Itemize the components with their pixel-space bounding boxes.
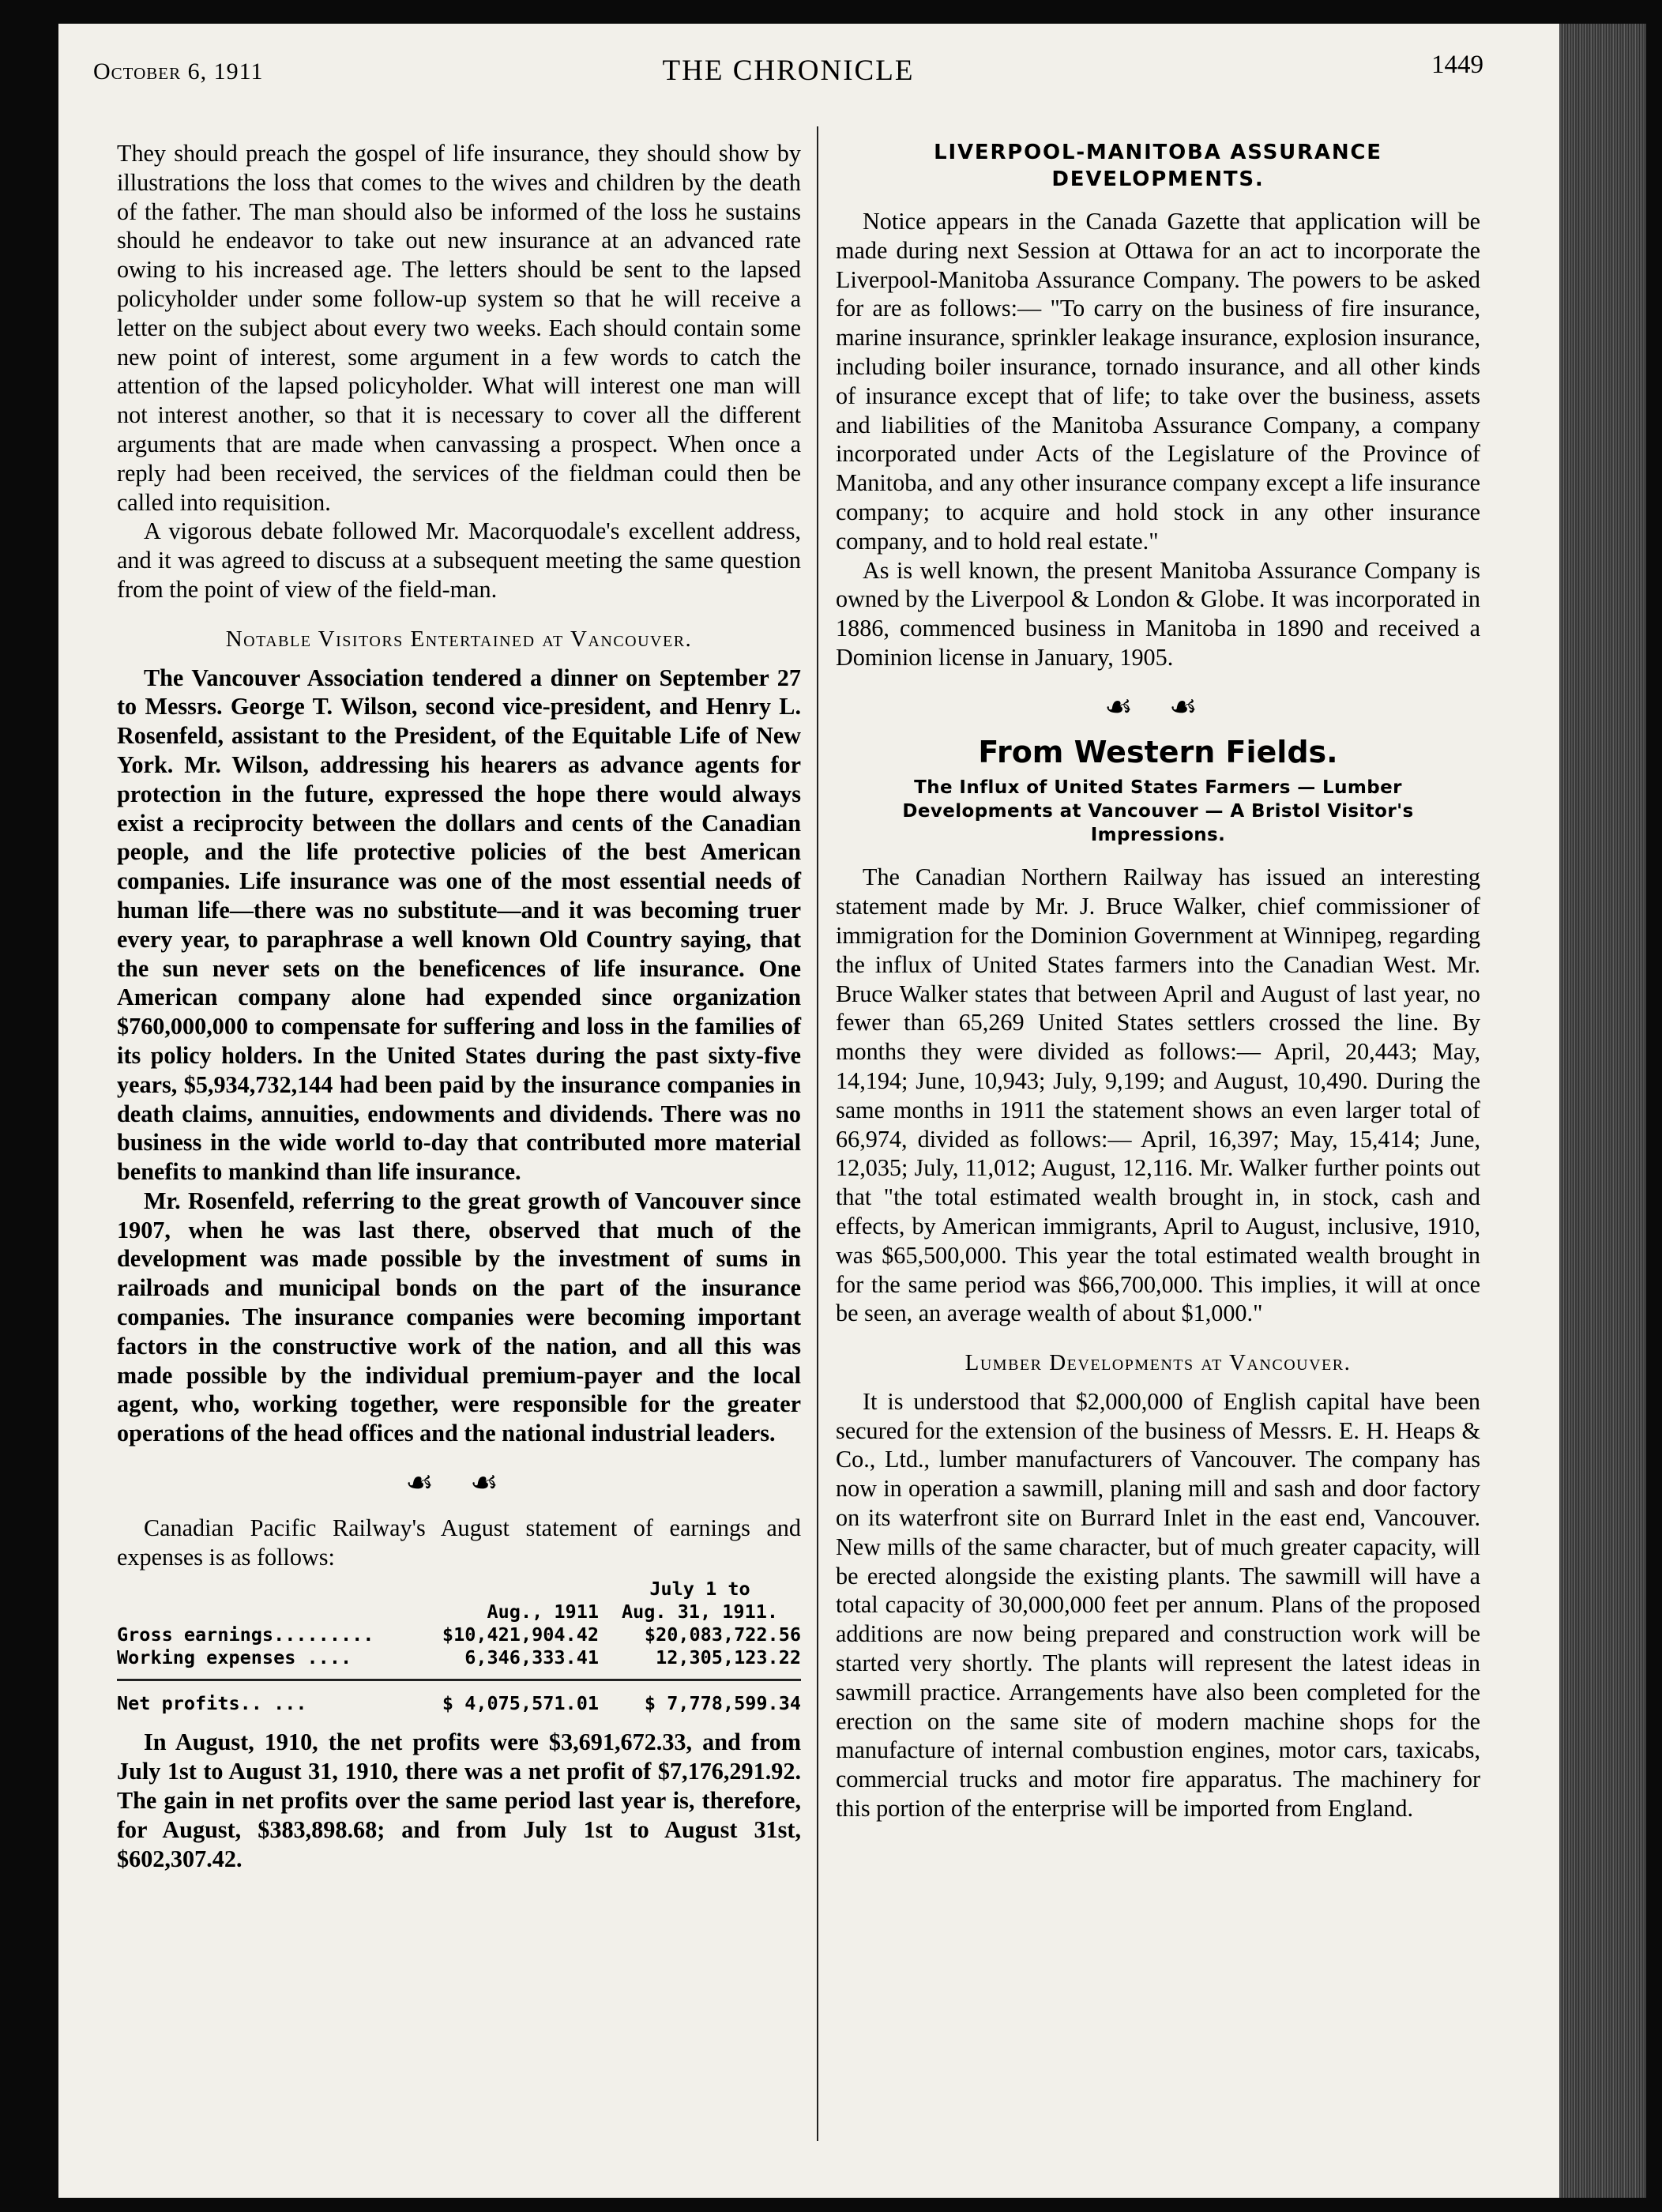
column-header: Aug. 31, 1911. [621,1601,779,1623]
table-total-row [117,1679,801,1715]
paragraph: The Vancouver Association tendered a dinner on September 27 to Messrs. George T. Wilson, second vice-president, and Henry L. Rosenfeld, assistant to the President, of the Equitable Life of New York. Mr. Wilson, addressing his hearers as advance agents for protection in the future, expressed the hope there would always exist a reciprocity between the dollars and cents of the Canadian people, and the life protective policies of the best American companies. Life insurance was one of the most essential needs of human life—there was no substitute—and it was becoming truer every year, to paraphrase a well known Old Country saying, that the sun never sets on the beneficences of life insurance. One American company alone had expended since organization $760,000,000 to compensate for suffering and loss in the families of its policy holders. In the United States during the past sixty-five years, $5,934,732,144 had been paid by the insurance companies in death claims, annuities, endowments and dividends. There was no business in the wide world to-day that contributed more material benefits to mankind than life insurance. [117,664,801,1186]
table-row [117,1646,801,1669]
feature-subheading: The Influx of United States Farmers — Lumber Developments at Vancouver — A Bristol Visitor's Impressions. [902,777,1414,846]
row-label: Working expenses .... [117,1646,352,1669]
column-header: July 1 to [649,1578,750,1601]
left-column [117,139,801,1873]
section-heading: Notable Visitors Entertained at Vancouver. [225,626,693,652]
paragraph: As is well known, the present Manitoba Assurance Company is owned by the Liverpool & London & Globe. It was incorporated in 1886, commenced business in Manitoba in 1890 and received a Dominion license in January, 1905. [836,556,1480,671]
earnings-table [117,1578,801,1715]
table-cell: $10,421,904.42 [442,1623,599,1646]
paragraph: A vigorous debate followed Mr. Macorquodale's excellent address, and it was agreed to discuss at a subsequent meeting the same question from the point of view of the field-man. [117,517,801,603]
table-cell: $20,083,722.56 [644,1623,801,1646]
paragraph: In August, 1910, the net profits were $3,691,672.33, and from July 1st to August 31, 1910, there was a net profit of $7,176,291.92. The gain in net profits over the same period last year is, therefore, for August, $383,898.68; and from July 1st to August 31st, $602,307.42. [117,1729,801,1872]
paragraph: Notice appears in the Canada Gazette that application will be made during next Session at Ottawa for an act to incorporate the Liverpool-Manitoba Assurance Company. The powers to be asked for are as follows:— "To carry on the business of fire insurance, marine insurance, sprinkler leakage insurance, explosion insurance, including boiler insurance, tornado insurance, and all other kinds of insurance except that of life; to take over the business, assets and liabilities of the Manitoba Assurance Company, a company incorporated under Acts of the Legislature of the Province of Manitoba, and any other insurance company except a life insurance company; to acquire and hold stock in any other insurance company, and to hold real estate." [836,208,1480,555]
page-number: 1449 [1431,51,1483,79]
right-column [836,139,1480,1823]
paragraph: Canadian Pacific Railway's August statement of earnings and expenses is as follows: [117,1514,801,1571]
table-row [117,1623,801,1646]
paragraph: It is understood that $2,000,000 of English capital have been secured for the extension of the business of Messrs. E. H. Heaps & Co., Ltd., lumber manufacturers of Vancouver. The company has now in operation a sawmill, planing mill and sash and door factory on its waterfront site on Burrard Inlet in the east end, Vancouver. New mills of the same character, but of much greater capacity, will be erected alongside the existing plants. The sawmill will have a total capacity of 30,000,000 feet per annum. Plans of the proposed additions are now being prepared and construction work will be started very shortly. The plants will represent the latest ideas in sawmill practice. Arrangements have also been completed for the erection on the same site of modern machine shops for the manufacture of internal combustion engines, motor cars, taxicabs, commercial trucks and motor fire apparatus. The machinery for this portion of the enterprise will be imported from England. [836,1387,1480,1823]
paragraph: Mr. Rosenfeld, referring to the great growth of Vancouver since 1907, when he was last there, observed that much of the development was made possible by the investment of sums in railroads and municipal bonds on the part of the insurance companies. The insurance companies were becoming important factors in the constructive work of the nation, and all this was made possible by the individual premium-payer and the local agent, who, working together, were responsible for the greater operations of the head offices and the national industrial leaders. [117,1187,801,1447]
table-cell: 6,346,333.41 [464,1646,599,1669]
issue-date: October 6, 1911 [93,58,264,85]
paragraph: They should preach the gospel of life insurance, they should show by illustrations the loss that comes to the wives and children by the death of the father. The man should also be informed of the loss he sustains should he endeavor to take out new insurance at an advanced rate owing to his increased age. The letters should be sent to the lapsed policyholder under some follow-up system so that he will receive a letter on the subject about every two weeks. Each should contain some new point of interest, some argument in a few words to catch the attention of the lapsed policyholder. What will interest one man will not interest another, so that it is necessary to cover all the different arguments that are made when canvassing a prospect. When once a reply had been received, the services of the fieldman could then be called into requisition. [117,140,801,516]
ornament-divider: ☙ ☙ [405,1465,513,1501]
table-cell: 12,305,123.22 [656,1646,801,1669]
table-header-row [117,1601,801,1623]
table-cell: $ 4,075,571.01 [442,1692,599,1715]
ornament-divider: ☙ ☙ [1104,688,1212,724]
column-divider [817,126,818,2141]
feature-heading: From Western Fields. [978,734,1338,769]
column-header: Aug., 1911 [487,1601,599,1623]
row-label: Net profits.. ... [117,1692,307,1715]
page-header [93,38,1483,85]
row-label: Gross earnings......... [117,1623,374,1646]
section-heading: Lumber Developments at Vancouver. [964,1350,1352,1376]
table-header-row [117,1578,801,1601]
article-title: LIVERPOOL-MANITOBA ASSURANCE DEVELOPMENTS. [934,141,1382,191]
paragraph: The Canadian Northern Railway has issued an interesting statement made by Mr. J. Bruce Walker, chief commissioner of immigration for the Dominion Government at Winnipeg, regarding the influx of United States farmers into the Canadian West. Mr. Bruce Walker states that between April and August of last year, no fewer than 65,269 United States settlers crossed the line. By months they were divided as follows:— April, 20,443; May, 14,194; June, 10,943; July, 9,199; and August, 10,490. During the same months in 1911 the statement shows an even larger total of 66,974, divided as follows:— April, 16,397; May, 15,414; June, 12,035; July, 11,012; August, 12,116. Mr. Walker further points out that "the total estimated wealth brought in, in stock, cash and effects, by American immigrants, April to August, inclusive, 1910, was $65,500,000. This year the total estimated wealth brought in for the same period was $66,700,000. This implies, it will at once be seen, an average wealth of about $1,000." [836,863,1480,1327]
book-page-edges [1559,24,1646,2198]
table-cell: $ 7,778,599.34 [644,1692,801,1715]
publication-title: THE CHRONICLE [662,55,915,87]
